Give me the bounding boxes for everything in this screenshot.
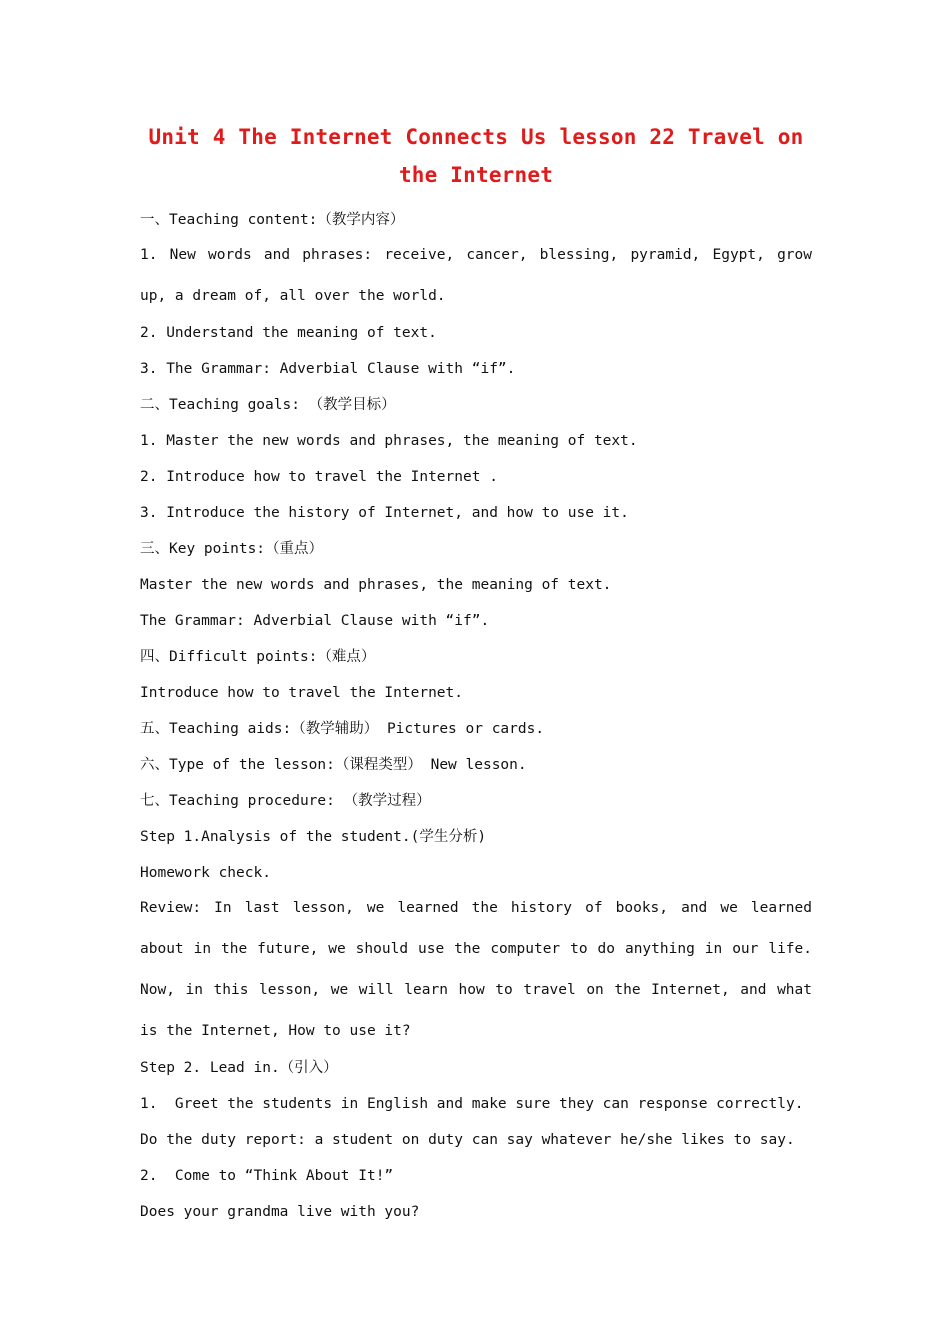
content-item-2: 2. Understand the meaning of text. [140, 325, 437, 341]
key-point-2: The Grammar: Adverbial Clause with “if”. [140, 613, 490, 629]
section-difficult-points: 四、Difficult points:（难点） [140, 649, 376, 665]
section-teaching-goals: 二、Teaching goals: （教学目标） [140, 397, 396, 413]
step-2-heading: Step 2. Lead in.（引入） [140, 1060, 338, 1076]
content-item-3: 3. The Grammar: Adverbial Clause with “if”. [140, 361, 516, 377]
review-paragraph: Review: In last lesson, we learned the history of books, and we learned about in the future, we should use the computer to do anything in our life. Now, in this lesson, we will learn how to travel on the Internet, and what is the Internet, How to use it? [140, 900, 812, 1039]
duty-report: Do the duty report: a student on duty can say whatever he/she likes to say. [140, 1132, 795, 1148]
difficult-point-1: Introduce how to travel the Internet. [140, 685, 464, 701]
section-teaching-procedure: 七、Teaching procedure: （教学过程） [140, 793, 431, 809]
goal-item-2: 2. Introduce how to travel the Internet . [140, 469, 498, 485]
goal-item-3: 3. Introduce the history of Internet, and how to use it. [140, 505, 629, 521]
lead-in-item-1: 1. Greet the students in English and make sure they can response correctly. [140, 1096, 804, 1112]
homework-check: Homework check. [140, 865, 271, 881]
section-teaching-content: 一、Teaching content:（教学内容） [140, 212, 405, 228]
section-teaching-aids: 五、Teaching aids:（教学辅助） Pictures or cards. [140, 721, 545, 737]
goal-item-1: 1. Master the new words and phrases, the meaning of text. [140, 433, 638, 449]
lead-in-item-2: 2. Come to “Think About It!” [140, 1168, 394, 1184]
document-page [140, 118, 812, 1230]
step-1-heading: Step 1.Analysis of the student.(学生分析) [140, 829, 487, 845]
new-words-paragraph: 1. New words and phrases: receive, cancer, blessing, pyramid, Egypt, grow up, a dream of, all over the world. [140, 247, 812, 304]
question-line: Does your grandma live with you? [140, 1204, 420, 1220]
section-key-points: 三、Key points:（重点） [140, 541, 324, 557]
key-point-1: Master the new words and phrases, the meaning of text. [140, 577, 612, 593]
document-title: Unit 4 The Internet Connects Us lesson 22 Travel on the Internet [148, 125, 804, 187]
section-lesson-type: 六、Type of the lesson:（课程类型） New lesson. [140, 757, 527, 773]
